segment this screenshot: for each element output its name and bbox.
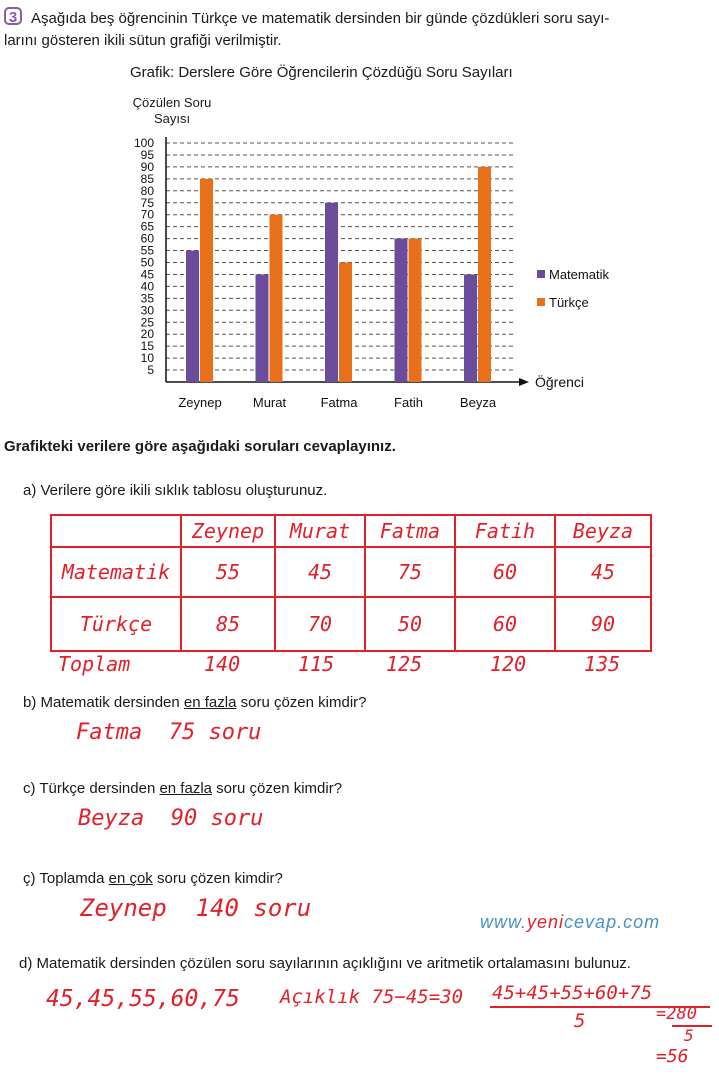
table-row: [51, 547, 651, 597]
bar-matematik: [186, 251, 199, 382]
table-cell: 55: [181, 547, 275, 597]
y-tick-label: 30: [140, 303, 154, 318]
legend-swatch: [537, 298, 545, 306]
answer-d-sorted: 45,45,55,60,75: [46, 986, 240, 1012]
y-tick-label: 50: [140, 255, 154, 270]
y-tick-label: 5: [147, 363, 154, 378]
table-cell: Fatma: [365, 515, 455, 547]
answer-c: Beyza 90 soru: [78, 806, 264, 831]
total-value: 125: [386, 652, 423, 676]
y-tick-label: 70: [140, 207, 154, 222]
y-tick-label: 15: [140, 339, 154, 354]
legend-label: Matematik: [549, 267, 609, 282]
table-cell: Murat: [275, 515, 365, 547]
y-tick-label: 65: [140, 219, 154, 234]
table-cell: 50: [365, 597, 455, 651]
question-b: b) Matematik dersinden en fazla soru çözen kimdir?: [23, 694, 367, 711]
y-tick-label: 60: [140, 231, 154, 246]
x-tick-label: Murat: [252, 395, 287, 410]
table-header-row: [51, 515, 651, 547]
y-tick-label: 55: [140, 243, 154, 258]
table-cell: [51, 515, 181, 547]
table-cell: 45: [555, 547, 651, 597]
chart-title: Grafik: Derslere Göre Öğrencilerin Çözdüğü Soru Sayıları: [130, 64, 513, 81]
bar-trke: [339, 263, 352, 383]
bar-matematik: [256, 274, 269, 382]
bar-trke: [270, 215, 283, 382]
y-tick-label: 40: [140, 279, 154, 294]
total-value: 115: [298, 652, 335, 676]
y-axis-label-line1: Çözülen Soru: [132, 95, 212, 110]
y-tick-label: 75: [140, 195, 154, 210]
watermark: www.yenicevap.com: [480, 912, 661, 932]
bar-trke: [200, 179, 213, 382]
answer-d-denominator: 5: [574, 1010, 586, 1032]
table-cell: 85: [181, 597, 275, 651]
table-cell: 75: [365, 547, 455, 597]
x-tick-label: Beyza: [459, 395, 497, 410]
y-tick-label: 35: [140, 291, 154, 306]
question-a: a) Verilere göre ikili sıklık tablosu oluşturunuz.: [23, 482, 328, 499]
y-tick-label: 80: [140, 183, 154, 198]
table-cell: Türkçe: [51, 597, 181, 651]
table-row: [51, 597, 651, 651]
bar-matematik: [325, 203, 338, 382]
bar-trke: [409, 239, 422, 382]
answer-b: Fatma 75 soru: [76, 720, 262, 745]
y-tick-label: 90: [140, 159, 154, 174]
answer-d-step1-den: 5: [684, 1026, 694, 1045]
total-value: 135: [584, 652, 621, 676]
answer-d-step1: =280: [656, 1004, 697, 1024]
question-number-badge: 3: [4, 7, 22, 25]
question-cc: ç) Toplamda en çok soru çözen kimdir?: [23, 870, 283, 887]
x-axis-label: Öğrenci: [535, 374, 585, 390]
intro-text-line2: larını gösteren ikili sütun grafiği verilmiştir.: [4, 32, 282, 49]
intro-text-line1: Aşağıda beş öğrencinin Türkçe ve matematik dersinden bir günde çözdükleri soru sayı-: [31, 10, 610, 27]
total-value: 140: [204, 652, 241, 676]
question-c: c) Türkçe dersinden en fazla soru çözen kimdir?: [23, 780, 343, 797]
table-cell: 60: [455, 547, 555, 597]
x-tick-label: Fatih: [394, 395, 423, 410]
x-axis-arrow: [519, 378, 529, 386]
y-tick-label: 45: [140, 267, 154, 282]
bar-chart: [0, 0, 719, 420]
table-cell: 90: [555, 597, 651, 651]
answer-d-numerator: 45+45+55+60+75: [492, 982, 653, 1004]
y-tick-label: 20: [140, 327, 154, 342]
y-tick-label: 10: [140, 351, 154, 366]
frequency-table: [50, 514, 652, 652]
bar-trke: [478, 167, 491, 382]
table-cell: 45: [275, 547, 365, 597]
totals-label: Toplam: [58, 652, 131, 676]
table-cell: 70: [275, 597, 365, 651]
answer-d-range: Açıklık 75−45=30: [280, 986, 464, 1008]
table-cell: Fatih: [455, 515, 555, 547]
y-axis-label-line2: Sayısı: [153, 111, 191, 126]
x-tick-label: Zeynep: [178, 395, 222, 410]
answer-d-step2: =56: [656, 1046, 689, 1067]
legend-swatch: [537, 270, 545, 278]
y-tick-label: 25: [140, 315, 154, 330]
table-cell: Beyza: [555, 515, 651, 547]
legend-label: Türkçe: [549, 295, 589, 310]
bar-matematik: [464, 274, 477, 382]
total-value: 120: [490, 652, 527, 676]
x-tick-label: Fatma: [320, 395, 358, 410]
y-tick-label: 95: [140, 147, 154, 162]
table-cell: 60: [455, 597, 555, 651]
bar-matematik: [395, 239, 408, 382]
y-tick-label: 85: [140, 171, 154, 186]
question-d: d) Matematik dersinden çözülen soru sayılarının açıklığını ve aritmetik ortalamasını bulunuz.: [19, 955, 631, 972]
y-tick-label: 100: [133, 136, 154, 150]
table-cell: Matematik: [51, 547, 181, 597]
table-cell: Zeynep: [181, 515, 275, 547]
instruction: Grafikteki verilere göre aşağıdaki soruları cevaplayınız.: [4, 438, 396, 455]
answer-cc: Zeynep 140 soru: [80, 894, 312, 922]
